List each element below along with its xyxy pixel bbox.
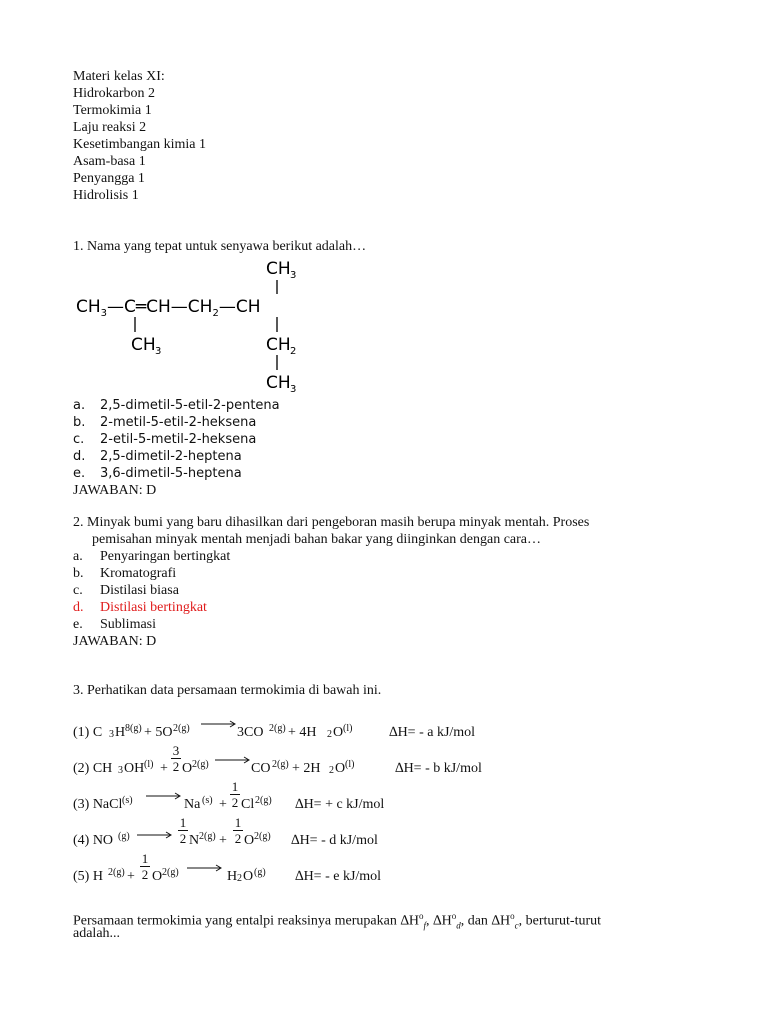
struct-below-ch2: CH [266, 373, 291, 393]
q2-option: c. Distilasi biasa [73, 583, 179, 598]
topic-item: Hidrolisis 1 [73, 188, 139, 203]
q1-prompt: 1. Nama yang tepat untuk senyawa berikut adalah… [73, 239, 367, 254]
q2-option: a. Penyaringan bertingkat [73, 549, 231, 564]
q1-option: e. 3,6-dimetil-5-heptena [73, 466, 242, 481]
equation-3: (3) NaCl (s) Na (s) + 1 2 Cl 2(g) ∆H= + c kJ/mol [73, 779, 385, 812]
equation-2: (2) CH 3 OH (l) + 3 2 O 2(g) CO 2(g) + 2H 2 O (l) ∆H= - b kJ/mol [73, 743, 482, 776]
fraction: 3 2 [172, 743, 180, 774]
q3-closing-line2: adalah... [73, 926, 121, 941]
q3-closing [73, 908, 713, 942]
struct-below-ch1-sub: 2 [290, 346, 297, 357]
topic-item: Hidrokarbon 2 [73, 86, 156, 101]
equation-4: (4) NO (g) 1 2 N 2(g) + 1 2 O 2(g) ∆H= - d kJ/mol [73, 815, 378, 848]
struct-main-ch3: $CH_3—C═CH—CH_2—CH$ [76, 297, 261, 319]
topic-item: Termokimia 1 [73, 103, 152, 118]
q1-option: a. 2,5-dimetil-5-etil-2-pentena [73, 398, 280, 413]
fraction: 1 2 [179, 815, 187, 846]
reaction-arrow [187, 863, 223, 873]
equation-1: (1) C 3 H 8(g) + 5O 2(g) 3CO 2(g) + 4H 2 O (l) ∆H= - a kJ/mol [73, 724, 713, 746]
topic-item: Laju reaksi 2 [73, 120, 147, 135]
q1-options [73, 397, 280, 499]
fraction: 1 2 [141, 851, 149, 882]
q2-prompt-line1: 2. Minyak bumi yang baru dihasilkan dari pengeboran masih berupa minyak mentah. Proses [73, 515, 590, 530]
q3-prompt: 3. Perhatikan data persamaan termokimia di bawah ini. [73, 683, 382, 698]
q1-option: b. 2-metil-5-etil-2-heksena [73, 415, 257, 430]
equation-5: (5) H 2(g) + 1 2 O 2(g) H 2 O (g) ∆H= - e kJ/mol [73, 851, 382, 884]
topic-item: Kesetimbangan kimia 1 [73, 137, 206, 152]
q1-option: c. 2-etil-5-metil-2-heksena [73, 432, 257, 447]
document-body [73, 68, 713, 204]
reaction-arrow [137, 830, 173, 840]
q3-closing-line1: Persamaan termokimia yang entalpi reaksinya merupakan $\Delta H^o_f$, $\Delta H^o_d$, dan $\Delta H^o_c$, berturut-turut [73, 911, 602, 931]
q2-option: e. Sublimasi [73, 617, 157, 632]
q1-structural-formula [73, 254, 313, 394]
topic-item: Penyangga 1 [73, 171, 145, 186]
struct-top-sub: 3 [290, 270, 297, 281]
q1-option: d. 2,5-dimetil-2-heptena [73, 449, 242, 464]
q2-answer: JAWABAN: D [73, 634, 157, 649]
reaction-arrow [201, 719, 237, 729]
q2-option: b. Kromatografi [73, 566, 177, 581]
q2-option-correct: d. Distilasi bertingkat [73, 600, 207, 615]
struct-below-ch1: CH [266, 335, 291, 355]
struct-below-c-sub: 3 [155, 346, 162, 357]
q2-prompt-line2: pemisahan minyak mentah menjadi bahan bakar yang diinginkan dengan cara… [92, 532, 542, 547]
q1-answer: JAWABAN: D [73, 483, 157, 498]
fraction: 1 2 [234, 815, 242, 846]
q2-block [73, 514, 589, 650]
reaction-arrow [146, 791, 182, 801]
struct-top-ch: CH [266, 259, 291, 279]
fraction: 1 2 [231, 779, 239, 810]
struct-below-c: CH [131, 335, 156, 355]
topic-item: Asam-basa 1 [73, 154, 146, 169]
header-title: Materi kelas XI: [73, 69, 165, 84]
struct-below-ch2-sub: 3 [290, 384, 297, 394]
reaction-arrow [215, 755, 251, 765]
